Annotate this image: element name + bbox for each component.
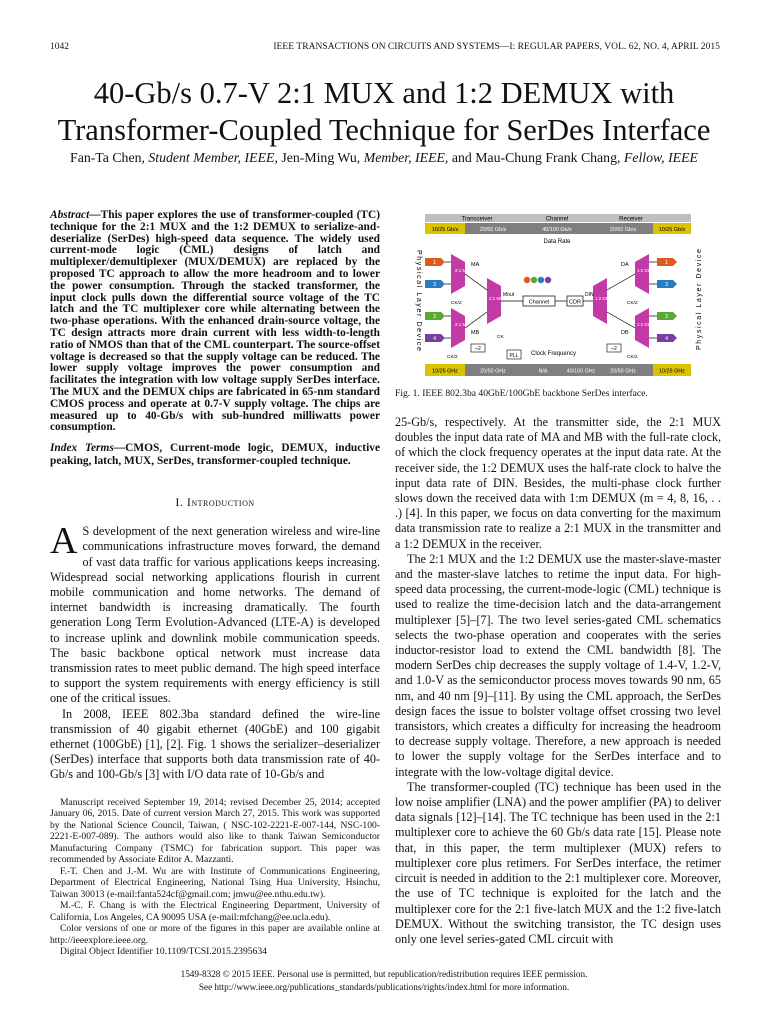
signal-mb: MB	[471, 330, 480, 336]
top-label-receiver: Receiver	[619, 216, 643, 223]
right-paragraph-3: The transformer-coupled (TC) technique has been used in the low noise amplifier (LNA) and the power amplifier (PA) to deliver data signals [12]–[14]. The TC technique has been used in the 2:1 multiplexer core to achieve the 60 Gb/s data rate [15]. Please note that, in this paper, the term multiplexer (MUX) refers to multiplexer core plus retimers. For SerDes interface, the retimer circuit is needed in addition to the 2:1 multiplexer core. Moreover, the use of TC technique is exploited for the latch and the multiplexer core for the 2:1 five-latch MUX and the 1:2 five-latch DEMUX. Without the switching transistor, the TC design uses only one level series-gated CML circuit with	[395, 779, 721, 946]
footnote-2: F.-T. Chen and J.-M. Wu are with Institute of Communications Engineering, Department of Electrical Engineering, National Tsing Hua University, Hsinchu, Taiwan 30013 (e-mail:fanta524cf@gmail.com; jmwu@ee.nthu.edu.tw).	[50, 865, 380, 900]
signal-da: DA	[621, 262, 629, 268]
journal-name: IEEE TRANSACTIONS ON CIRCUITS AND SYSTEMS—I: REGULAR PAPERS, VOL. 62, NO. 4, APRIL 2015	[273, 42, 720, 52]
signal-dot	[545, 277, 551, 283]
demux-block-main	[593, 278, 607, 324]
top-label-channel: Channel	[545, 216, 569, 223]
section-number: I.	[175, 495, 184, 510]
footnote-4: Color versions of one or more of the figures in this paper are available online at http://ieeexplore.ieee.org.	[50, 923, 380, 946]
title-line-1: 40-Gb/s 0.7-V 2:1 MUX and 1:2 DEMUX with	[93, 76, 675, 110]
signal-dot	[538, 277, 544, 283]
output-num: 2	[665, 314, 669, 320]
abstract-text: This paper explores the use of transformer-coupled (TC) technique for the 2:1 MUX and the 1:2 DEMUX to serialize-and-deserialize (SerDes) high-speed data sequence. The widely used current-mode logic (CML) designs of latch and multiplexer/demultiplexer (MUX/DEMUX) are replaced by the proposed TC approach to allow the more headroom and to lower the power consumption. Through the stacked transformer, the input clock pulls down the differential source voltage of the TC latch and the TC multiplexer core while alternating between the two-phase operations. With the enhanced drain-source voltage, the TC design attracts more drain current with less width-to-length ratio of NMOS than that of the CML counterpart. The source-offset voltage is decreased so that the supply voltage can be reduced. The lower supply voltage improves the power consumption and facilitates the integration with low voltage supply SerDes interface. The MUX and the DEMUX chips are fabricated in 65-nm standard CMOS process and operate at 0.7-V supply voltage. The chips are measured up to 40-Gb/s with sub-hundred milliwatts power consumption.	[50, 209, 380, 434]
section-heading	[50, 495, 380, 510]
divider-label: ÷2	[611, 346, 617, 352]
intro-paragraph-1	[50, 520, 380, 706]
signal-ck2: CK/2	[451, 301, 462, 306]
intro-body	[50, 520, 380, 782]
signal-db: DB	[621, 330, 629, 336]
author-1: Fan-Ta Chen,	[70, 150, 145, 165]
paper-title	[20, 75, 748, 149]
mux-block-main	[487, 278, 501, 324]
output-num: 3	[665, 282, 669, 288]
index-terms	[50, 442, 380, 468]
mux-label: 2:1 MUX	[455, 322, 473, 327]
input-num: 3	[433, 282, 437, 288]
input-num: 4	[433, 336, 437, 342]
intro-paragraph-2: In 2008, IEEE 802.3ba standard defined the wire-line transmission of 40 gigabit ethernet (40GbE) and 100 gigabit ethernet (100GbE) [1], [2]. Fig. 1 shows the serializer–deserializer (SerDes) interface that supports both data transmission rate of 40-Gb/s and 100-Gb/s [3] with I/O data rate of 10-Gb/s and	[50, 706, 380, 782]
side-label-right: Physical Layer Device	[696, 247, 703, 350]
author-list	[20, 150, 748, 166]
signal-ma: MA	[471, 262, 480, 268]
freq-label: N/A	[538, 368, 548, 375]
figure-1	[395, 210, 721, 382]
left-column	[50, 210, 380, 958]
footnote-1: Manuscript received September 19, 2014; revised December 25, 2014; accepted January 06, 2015. Date of current version March 27, 2015. This work was supported by the National Science Council, Taiwan, ( NSC-102-2221-E-007-144, NSC-100-2221-E-007-089). The authors would also like to thank Taiwan Semiconductor Manufacturing Company (TSMC) for fabrication support. This paper was recommended by Associate Editor A. Mazzanti.	[50, 796, 380, 866]
signal-dot	[524, 277, 530, 283]
author-3: , and Mau-Chung Frank Chang,	[444, 150, 621, 165]
index-terms-label: Index Terms—	[50, 442, 126, 455]
demux-label: 1:2 DEMUX	[637, 268, 661, 273]
demux-label: 1:2 DEMUX	[595, 296, 619, 301]
signal-ck: CK	[497, 335, 504, 340]
input-num: 1	[433, 260, 437, 266]
rate-label: 20/50 Gb/s	[479, 227, 507, 233]
signal-mout: Mout	[503, 292, 515, 298]
clock-frequency-label: Clock Frequency	[531, 351, 577, 357]
side-label-left: Physical Layer Device	[415, 250, 422, 353]
mux-label: 2:1 MUX	[455, 268, 473, 273]
pll-label: PLL	[509, 353, 519, 359]
freq-label: 10/25 GHz	[659, 368, 685, 375]
index-terms-text: CMOS, Current-mode logic, DEMUX, inductive peaking, latch, MUX, SerDes, transformer-coupled technique.	[50, 442, 381, 468]
rate-label: 10/25 Gb/s	[658, 227, 686, 233]
copyright-line-1: 1549-8328 © 2015 IEEE. Personal use is permitted, but republication/redistribution requires IEEE permission.	[180, 969, 588, 979]
freq-label: 40/100 GHz	[566, 368, 596, 375]
figure-1-caption: Fig. 1. IEEE 802.3ba 40GbE/100GbE backbone SerDes interface.	[395, 388, 648, 399]
mux-label: 2:1 MUX	[489, 296, 507, 301]
section-title: Introduction	[186, 495, 255, 510]
author-2: , Jen-Ming Wu,	[274, 150, 361, 165]
signal-ck2: CK/2	[627, 355, 638, 360]
signal-dot	[531, 277, 537, 283]
author-1-role: Student Member, IEEE	[148, 150, 275, 165]
copyright-footer	[0, 968, 768, 994]
divider-label: ÷2	[475, 346, 481, 352]
right-paragraph-1: 25-Gb/s, respectively. At the transmitter side, the 2:1 MUX doubles the input data rate of MA and MB with the full-rate clock, of which the clock frequency operates at the input data rate. At the receiver side, the 1:2 DEMUX uses the half-rate clock to halve the input data rate of DIN. Besides, the multi-phase clock further slows down the received data with 1:m DEMUX (m = 4, 8, 16, . . .) [4]. In this paper, we focus on data converting for the maximum data transmission rate to realize a 2:1 MUX in the transmitter and a 1:2 DEMUX in the receiver.	[395, 415, 721, 551]
input-num: 2	[433, 314, 437, 320]
signal-ck2: CK/2	[627, 301, 638, 306]
author-2-role: Member, IEEE	[363, 150, 445, 165]
data-rate-label: Data Rate	[543, 239, 571, 245]
rate-label: 20/50 Gb/s	[609, 227, 637, 233]
drop-cap: A	[50, 520, 78, 563]
copyright-line-2: See http://www.ieee.org/publications_standards/publications/rights/index.html for more information.	[198, 982, 570, 992]
title-line-2: Transformer-Coupled Technique for SerDes Interface	[57, 113, 711, 147]
intro-paragraph-1-text: S development of the next generation wireless and wire-line communications infrastructure moves forward, the demand of vast data traffic for various applications keeps increasing. Widespread social networking applications flourish in current mobile communication and home networks. The demand of internet bandwidth is increasing dramatically. The fourth generation Long Term Evolution-Advanced (LTE-A) is developed to increase uplink and downlink mobile communication speeds. The basic backbone optical network must increase data transmission rates to meet public demand. The high speed interface to support the system requirements with energy efficiency is still one of the critical issues.	[50, 524, 380, 706]
output-num: 4	[665, 336, 669, 342]
freq-label: 20/50 GHz	[480, 368, 506, 375]
rate-label: 10/25 Gb/s	[431, 227, 459, 233]
right-column-text	[395, 415, 721, 947]
serdes-diagram	[395, 210, 721, 382]
channel-label: Channel	[528, 299, 550, 306]
signal-din: DIN	[585, 292, 594, 298]
cdr-label: CDR	[569, 299, 581, 306]
page-number: 1042	[50, 42, 69, 52]
output-num: 1	[665, 260, 669, 266]
footnote-5: Digital Object Identifier 10.1109/TCSI.2015.2395634	[60, 946, 267, 958]
freq-label: 20/50 GHz	[610, 368, 636, 375]
demux-label: 1:2 DEMUX	[637, 322, 661, 327]
footnotes	[50, 797, 380, 958]
signal-ck2: CK/2	[447, 355, 458, 360]
freq-label: 10/25 GHz	[432, 368, 458, 375]
author-3-role: Fellow, IEEE	[623, 150, 698, 165]
right-paragraph-2: The 2:1 MUX and the 1:2 DEMUX use the master-slave-master and the master-slave latches to retime the input data. For high-speed data processing, the current-mode-logic (CML) technique is used to realize the time-decision latch and the data-arrangement multiplexer [5]–[7]. The two level series-gated CML schematics selects the two-phase operation and cooperates with the series inductor-resistor load to extend the CML bandwidth [8]. The modern SerDes chip decreases the supply voltage of 1.4-V, 1.2-V, and 1.0-V as the semiconductor process moves towards 90 nm, 65 nm, and 40 nm [9]–[11]. By using the CML approach, the SerDes design faces the issue to bolster voltage offset crossing two level transistors, which creates a difficulty for increasing the headroom to decrease supply voltage. Therefore, a new approach is needed to lower the supply voltage for the SerDes interface and to integrate with the low-voltage digital device.	[395, 551, 721, 779]
running-header	[50, 42, 720, 56]
rate-label: 40/100 Gb/s	[542, 227, 572, 233]
abstract	[50, 210, 380, 434]
footnote-3: M.-C. F. Chang is with the Electrical Engineering Department, University of California, Los Angeles, CA 90095 USA (e-mail:mfchang@ee.ucla.edu).	[50, 900, 380, 923]
abstract-label: Abstract—	[50, 209, 101, 221]
top-label-transceiver: Transceiver	[461, 216, 493, 223]
